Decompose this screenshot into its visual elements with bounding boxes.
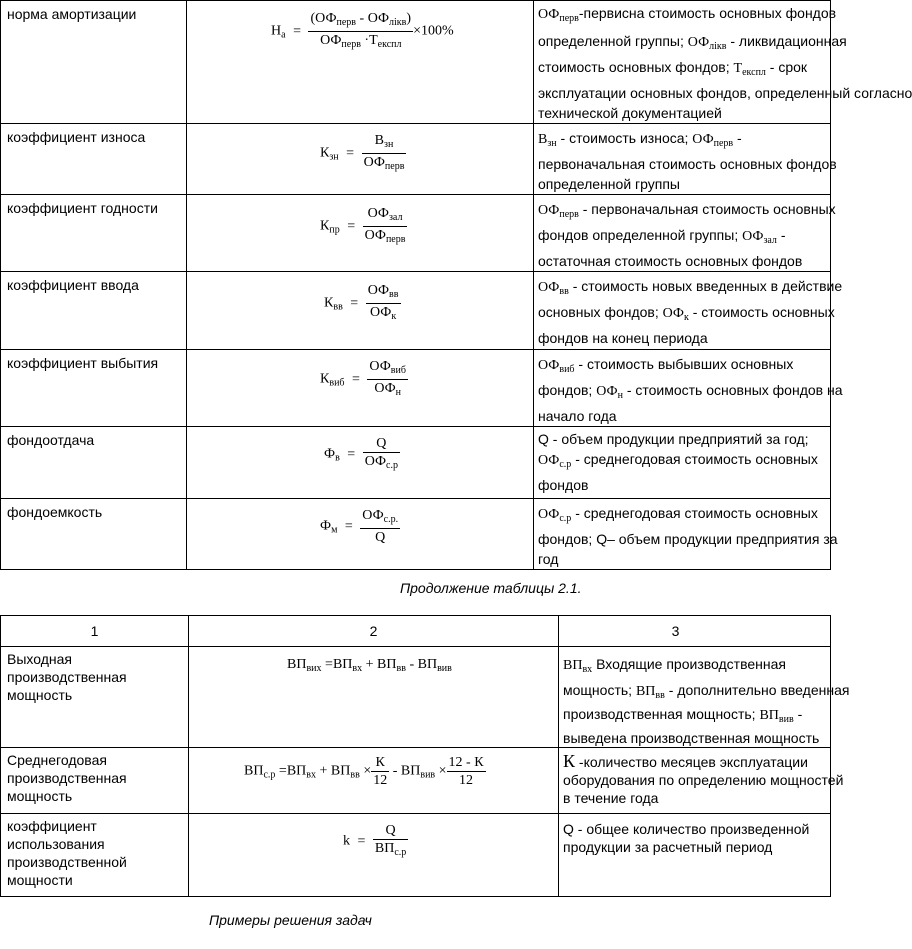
table-row: [1, 427, 831, 499]
indicator-name-cell: [1, 350, 187, 427]
indicator-name: коэффициент годности: [7, 200, 158, 216]
formula-cell: [187, 1, 534, 124]
formula-cell: [187, 499, 534, 570]
fraction: $\frac{ОФ_{виб}}{ОФ_н}$: [369, 359, 406, 398]
fraction: $\frac{(ОФ_{перв} - ОФ_{лікв})}{ОФ_{перв} \cdot Т_{експл}}$: [310, 11, 412, 50]
table-caption: Продолжение таблицы 2.1.: [400, 580, 582, 596]
indicator-name: коэффициент использования производственной мощности: [7, 818, 127, 888]
table-row: [1, 499, 831, 570]
table-row: [1, 124, 831, 195]
indicator-name-cell: [1, 124, 187, 195]
formula-cell: [187, 350, 534, 427]
description-cell: К -количество месяцев эксплуатации оборудования по определению мощностей в течение года: [559, 748, 831, 814]
indicator-name: коэффициент ввода: [7, 277, 139, 293]
formula-cell: [187, 124, 534, 195]
fraction: $\frac{К}{12}$: [373, 755, 388, 788]
description-cell: Q - объем продукции предприятий за год; $ОФ_{с.р}$ - среднегодовая стоимость основных фондов: [534, 427, 831, 499]
description-cell: $ОФ_{с.р}$ - среднегодовая стоимость основных фондов; Q– объем продукции предприятия за год: [534, 499, 831, 570]
fraction: $\frac{В_{зн}}{ОФ_{перв}}$: [363, 133, 405, 172]
formula-cell: [189, 814, 559, 897]
description-cell: $ОФ_{виб}$ - стоимость выбывших основных фондов; $ОФ_н$ - стоимость основных фондов на начало года: [534, 350, 831, 427]
formula-cell: [189, 748, 559, 814]
indicator-name: фондоемкость: [7, 504, 103, 520]
fraction: $\frac{ОФ_{зал}}{ОФ_{перв}}$: [364, 206, 406, 245]
fraction: $\frac{12 - К}{12}$: [448, 755, 484, 788]
table-header-row: [1, 616, 831, 647]
formula-average-capacity: $ВП_{с.р} =ВП_{вх} + ВП_{вв}$ × $\frac{К}{12}$ - $ВП_{вив}$ × $\frac{12 - К}{12}$: [244, 755, 484, 788]
indicator-name-cell: [1, 272, 187, 350]
formula-retirement-coefficient: $К_{виб}$ = $\frac{ОФ_{виб}}{ОФ_н}$: [320, 358, 408, 401]
formula-cell: [187, 427, 534, 499]
indicator-name: Среднегодовая производственная мощность: [7, 752, 127, 804]
column-header: 2: [189, 616, 559, 647]
table-row: [1, 647, 831, 748]
table-row: [1, 1, 831, 124]
table-row: [1, 272, 831, 350]
indicator-name-cell: [1, 814, 189, 897]
indicator-name: норма амортизации: [7, 6, 137, 22]
section-heading: Примеры решения задач: [209, 912, 372, 928]
column-header: 1: [1, 616, 189, 647]
table-production-capacity: [0, 615, 850, 897]
indicator-name-cell: [1, 427, 187, 499]
indicator-name-cell: [1, 499, 187, 570]
formula-capital-productivity: $Ф_в$ = $\frac{Q}{ОФ_{с.р}}$: [324, 435, 400, 474]
fraction: $\frac{ОФ_{вв}}{ОФ_к}$: [367, 283, 399, 322]
indicator-name: коэффициент износа: [7, 129, 146, 145]
column-header: 3: [559, 616, 831, 647]
description-cell: $В_{зн}$ - стоимость износа; $ОФ_{перв}$ - первоначальная стоимость основных фондов определенной группы: [534, 124, 831, 195]
formula-cell: [187, 195, 534, 272]
indicator-name-cell: [1, 748, 189, 814]
indicator-name: фондоотдача: [7, 432, 95, 448]
description-cell: Q - общее количество произведенной продукции за расчетный период: [559, 814, 831, 897]
fraction: $\frac{Q}{ОФ_{с.р}}$: [364, 436, 398, 471]
table-row: [1, 350, 831, 427]
table-row: [1, 814, 831, 897]
indicator-name-cell: [1, 195, 187, 272]
formula-capacity-utilization: k = $\frac{Q}{ВП_{с.р}}$: [343, 822, 408, 861]
formula-input-coefficient: $К_{вв}$ = $\frac{ОФ_{вв}}{ОФ_к}$: [324, 282, 401, 325]
description-cell: $ОФ_{вв}$ - стоимость новых введенных в действие основных фондов; $ОФ_к$ - стоимость основных фондов на конец периода: [534, 272, 831, 350]
fraction: $\frac{Q}{ВП_{с.р}}$: [374, 823, 407, 858]
table-row: [1, 195, 831, 272]
fraction: $\frac{ОФ_{с.р.}}{Q}$: [362, 508, 399, 545]
formula-capital-intensity: $Ф_м$ = $\frac{ОФ_{с.р.}}{Q}$: [320, 508, 399, 545]
formula-cell: [187, 272, 534, 350]
indicator-name-cell: [1, 647, 189, 748]
description-cell: $ОФ_{перв}$-первисна стоимость основных фондов определенной группы; $ОФ_{лікв}$ - ликвидационная стоимость основных фондов; $Т_{експл}$ - срок эксплуатации основных фондов, определенный согласно технической документацией: [534, 1, 831, 124]
description-cell: $ВП_{вх}$ Входящие производственная мощность; $ВП_{вв}$ - дополнительно введенная производственная мощность; $ВП_{вив}$ - выведена производственная мощность: [559, 647, 831, 748]
formula-wear-coefficient: $К_{зн}$ = $\frac{В_{зн}}{ОФ_{перв}}$: [320, 132, 406, 175]
formula-cell: [189, 647, 559, 748]
formula-usability-coefficient: $К_{пр}$ = $\frac{ОФ_{зал}}{ОФ_{перв}}$: [320, 205, 407, 248]
indicator-name-cell: [1, 1, 187, 124]
formula-output-capacity: $ВП_{вих} =ВП_{вх} + ВП_{вв} - ВП_{вив}$: [287, 657, 452, 674]
table-row: [1, 748, 831, 814]
indicator-name: Выходная производственная мощность: [7, 651, 127, 703]
description-cell: $ОФ_{перв}$ - первоначальная стоимость основных фондов определенной группы; $ОФ_{зал}$ - остаточная стоимость основных фондов: [534, 195, 831, 272]
formula-depreciation-rate: $Н_а$ = $\frac{(ОФ_{перв} - ОФ_{лікв})}{ОФ_{перв} \cdot Т_{експл}}$ ×100%: [271, 10, 454, 53]
indicator-name: коэффициент выбытия: [7, 355, 159, 371]
